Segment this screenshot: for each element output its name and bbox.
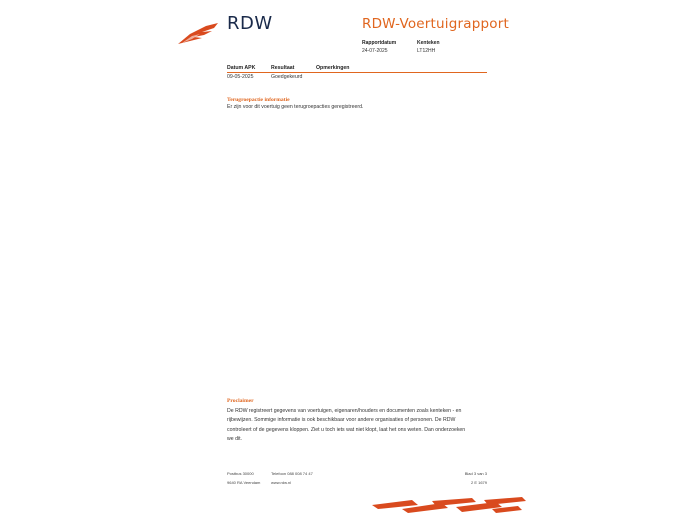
footer-code: 2 E 1679 xyxy=(470,480,487,485)
apk-row-date: 09-05-2025 xyxy=(227,74,254,80)
footer-website[interactable]: www.rdw.nl xyxy=(271,480,292,485)
rdw-logo-icon xyxy=(176,22,220,46)
disclaimer-title: Proclaimer xyxy=(227,398,254,404)
footer-phone: Telefoon 088 008 74 47 xyxy=(271,471,313,476)
apk-row-result: Goedgekeurd xyxy=(271,74,303,80)
recall-title: Terugroepactie informatie xyxy=(227,97,290,103)
footer-decoration-graphic xyxy=(372,497,526,514)
footer-postbox: Postbus 30000 xyxy=(227,471,254,476)
disclaimer-line: controleert of de gegevens kloppen. Ziet u toch iets wat niet klopt, laat het ons weten. Dan onderzoeken xyxy=(227,426,466,433)
disclaimer-line: we dit. xyxy=(227,436,242,443)
brand-name: RDW xyxy=(227,13,273,34)
apk-col-remarks: Opmerkingen xyxy=(316,65,350,71)
disclaimer-line: De RDW registreert gegevens van voertuigen, eigenaren/houders en documenten zoals kenteken - en xyxy=(227,408,462,414)
apk-col-result: Resultaat xyxy=(271,65,295,71)
plate-value: LT12HH xyxy=(417,48,436,54)
report-date-label: Rapportdatum xyxy=(362,40,397,46)
table-header-rule xyxy=(227,72,487,73)
disclaimer-body xyxy=(227,407,497,445)
apk-col-date: Datum APK xyxy=(227,65,256,71)
disclaimer-line: rijbewijzen. Sommige informatie is ook beschikbaar voor andere organisaties of personen. De RDW xyxy=(227,417,456,424)
report-title: RDW-Voertuigrapport xyxy=(362,16,509,32)
footer-city: 9640 RA Veendam xyxy=(227,480,261,485)
footer-page-number: Blad 3 van 3 xyxy=(464,471,487,476)
plate-label: Kenteken xyxy=(417,40,440,46)
report-date-value: 24-07-2025 xyxy=(362,48,388,54)
recall-text: Er zijn voor dit voertuig geen terugroepacties geregistreerd. xyxy=(227,104,364,110)
